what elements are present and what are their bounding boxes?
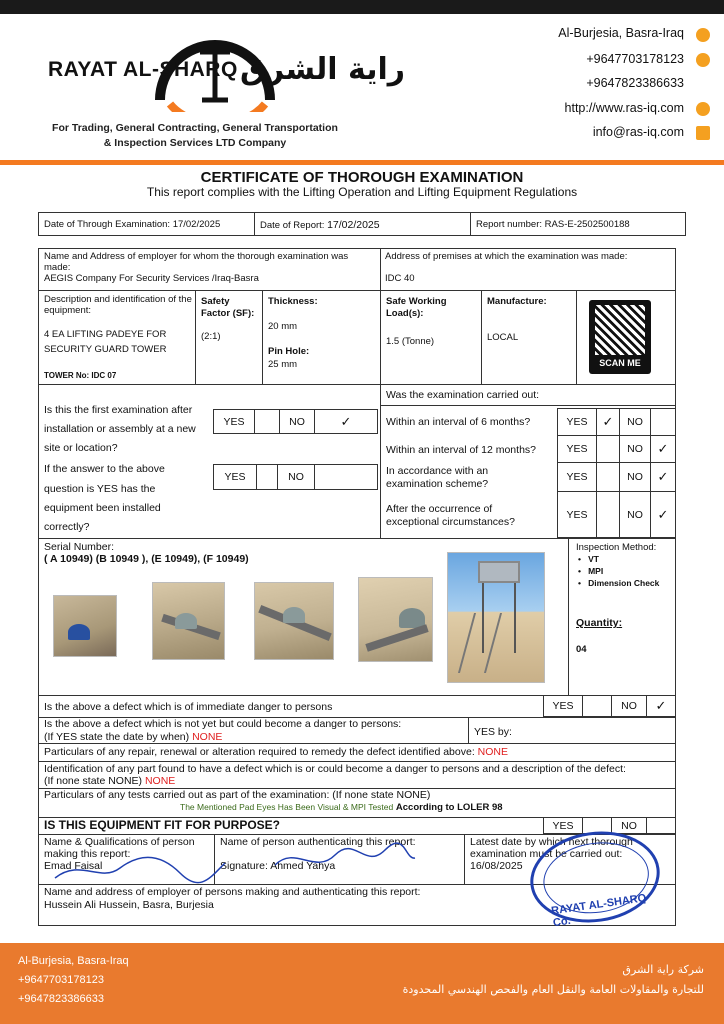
sf-label-1: Safety <box>201 296 230 307</box>
q2-line-2: question is YES has the <box>44 483 156 495</box>
future-danger-none: NONE <box>192 731 223 743</box>
except-no[interactable]: NO <box>619 491 651 538</box>
divider <box>470 212 471 236</box>
tower-number: TOWER No: IDC 07 <box>44 371 117 380</box>
tests-reference: According to LOLER 98 <box>395 802 503 813</box>
immediate-no[interactable]: NO <box>611 695 647 717</box>
qr-code[interactable] <box>589 300 651 374</box>
divider <box>380 405 676 406</box>
padeye-photo-1 <box>53 595 117 657</box>
tagline-line-2: & Inspection Services LTD Company <box>103 137 287 149</box>
part-defect-label-1: Identification of any part found to have a defect which is or could become a danger to persons and a description of the defect: <box>44 763 626 775</box>
int12-yes-box[interactable] <box>596 435 620 463</box>
making-value: Emad Faisal <box>44 860 103 872</box>
q1-line-3: site or location? <box>44 442 118 454</box>
equipment-value-1: 4 EA LIFTING PADEYE FOR <box>44 329 167 340</box>
latest-label-2: examination must be carried out: <box>470 848 623 860</box>
interval-6-label: Within an interval of 6 months? <box>386 416 531 428</box>
latest-label-1: Latest date by which next thorough <box>470 836 633 848</box>
quantity-label: Quantity: <box>576 617 623 629</box>
phone-icon <box>696 53 710 67</box>
q2-yes[interactable]: YES <box>213 464 257 490</box>
footer-arabic-1: شركة راية الشرق <box>622 963 704 976</box>
repair-none: NONE <box>477 746 509 758</box>
tests-value <box>180 802 503 813</box>
except-no-check[interactable]: ✓ <box>650 491 676 538</box>
header-phone-1: +9647703178123 <box>586 52 684 66</box>
globe-icon <box>696 102 710 116</box>
logo-text-ar: راية الشرق <box>240 52 406 87</box>
report-date-label: Date of Report: <box>260 220 325 231</box>
q1-no-check[interactable]: ✓ <box>314 409 378 434</box>
fit-no[interactable]: NO <box>611 817 647 834</box>
swl-label-1: Safe Working <box>386 296 447 307</box>
tests-value-text: The Mentioned Pad Eyes Has Been Visual & MPI Tested <box>180 802 394 812</box>
q2-line-4: correctly? <box>44 521 90 533</box>
divider <box>464 834 465 884</box>
inspection-label: Inspection Method: <box>576 542 657 553</box>
premises-label: Address of premises at which the examination was made: <box>385 251 628 262</box>
quantity-value: 04 <box>576 644 587 655</box>
sf-value: (2:1) <box>201 331 221 342</box>
sf-label-2: Factor (SF): <box>201 308 255 319</box>
footer-phone-1: +9647703178123 <box>18 974 104 986</box>
email-icon <box>696 126 710 140</box>
method-mpi: • MPI <box>578 566 604 576</box>
int12-yes[interactable]: YES <box>557 435 597 463</box>
q1-line-2: installation or assembly at a new <box>44 423 196 435</box>
q2-no[interactable]: NO <box>277 464 315 490</box>
fit-yes[interactable]: YES <box>543 817 583 834</box>
manufacture-label: Manufacture: <box>487 296 547 307</box>
interval-12-label: Within an interval of 12 months? <box>386 444 536 456</box>
divider <box>38 761 676 762</box>
q1-line-1: Is this the first examination after <box>44 404 193 416</box>
thickness-value: 20 mm <box>268 321 298 332</box>
carried-out-label: Was the examination carried out: <box>386 389 540 401</box>
swl-label-2: Load(s): <box>386 308 424 319</box>
certificate-subtitle: This report complies with the Lifting Operation and Lifting Equipment Regulations <box>146 185 578 199</box>
report-number-value: RAS-E-2502500188 <box>544 219 630 230</box>
scheme-no-check[interactable]: ✓ <box>650 462 676 492</box>
header-website[interactable]: http://www.ras-iq.com <box>564 101 684 115</box>
repair-label <box>44 746 508 759</box>
scheme-yes[interactable]: YES <box>557 462 597 492</box>
divider <box>481 290 482 384</box>
header-divider <box>0 160 724 165</box>
footer-phone-2: +9647823386633 <box>18 993 104 1005</box>
exam-date-label: Date of Through Examination: <box>44 219 171 230</box>
divider <box>195 290 196 384</box>
making-label-1: Name & Qualifications of person <box>44 836 195 848</box>
int6-yes-check[interactable]: ✓ <box>596 408 620 436</box>
fit-for-purpose-label: IS THIS EQUIPMENT FIT FOR PURPOSE? <box>44 818 281 832</box>
report-number-label: Report number: <box>476 219 543 230</box>
padeye-photo-2 <box>152 582 225 660</box>
signature-2 <box>270 840 420 880</box>
int6-no[interactable]: NO <box>619 408 651 436</box>
pinhole-label: Pin Hole: <box>268 346 310 357</box>
except-yes-box[interactable] <box>596 491 620 538</box>
scheme-label-2: examination scheme? <box>386 478 489 490</box>
immediate-danger-label: Is the above a defect which is of immediate danger to persons <box>44 701 333 713</box>
logo-text-en: RAYAT AL-SHARQ <box>48 58 238 81</box>
header-email[interactable]: info@ras-iq.com <box>592 125 684 139</box>
divider <box>262 290 263 384</box>
latest-value: 16/08/2025 <box>470 860 523 872</box>
equipment-value-2: SECURITY GUARD TOWER <box>44 344 167 355</box>
except-label-2: exceptional circumstances? <box>386 516 515 528</box>
method-vt: • VT <box>578 554 599 564</box>
auth-label: Name of person authenticating this report: <box>220 836 416 848</box>
future-danger-label-1: Is the above a defect which is not yet but could become a danger to persons: <box>44 718 402 730</box>
pinhole-value: 25 mm <box>268 359 298 370</box>
making-label-2: making this report: <box>44 848 131 860</box>
report-date-value: 17/02/2025 <box>327 219 380 231</box>
scheme-no[interactable]: NO <box>619 462 651 492</box>
part-defect-none: NONE <box>144 775 176 787</box>
scheme-yes-box[interactable] <box>596 462 620 492</box>
divider <box>38 290 676 291</box>
immediate-yes-box[interactable] <box>582 695 612 717</box>
q2-no-box[interactable] <box>314 464 378 490</box>
equipment-label: Description and identification of the equipment: <box>44 294 192 316</box>
q1-yes-box[interactable] <box>254 409 280 434</box>
scheme-label-1: In accordance with an <box>386 465 489 477</box>
int12-no[interactable]: NO <box>619 435 651 463</box>
employer-persons-label: Name and address of employer of persons making and authenticating this report: <box>44 886 421 898</box>
divider <box>576 290 577 384</box>
method-mpi-text: MPI <box>588 566 604 576</box>
serial-label: Serial Number: <box>44 541 115 553</box>
divider <box>468 717 469 743</box>
immediate-yes[interactable]: YES <box>543 695 583 717</box>
exam-date-value: 17/02/2025 <box>172 219 221 230</box>
divider <box>38 743 676 744</box>
tower-photo <box>447 552 545 683</box>
padeye-photo-3 <box>254 582 334 660</box>
premises-value: IDC 40 <box>385 273 415 284</box>
q1-no[interactable]: NO <box>279 409 315 434</box>
part-defect-text: (If none state NONE) <box>44 775 143 787</box>
except-label-1: After the occurrence of <box>386 503 493 515</box>
qr-label: SCAN ME <box>599 358 641 368</box>
qr-pattern <box>595 305 645 355</box>
method-dim-text: Dimension Check <box>588 578 660 588</box>
method-vt-text: VT <box>588 554 599 564</box>
int12-no-check[interactable]: ✓ <box>650 435 676 463</box>
thickness-label: Thickness: <box>268 296 318 307</box>
divider <box>254 212 255 236</box>
future-danger-text: (If YES state the date by when) <box>44 731 190 743</box>
employer-label: Name and Address of employer for whom the thorough examination was made: <box>44 251 349 273</box>
repair-text: Particulars of any repair, renewal or alteration required to remedy the defect identified above: <box>44 746 475 758</box>
int6-yes[interactable]: YES <box>557 408 597 436</box>
quantity-label-text: Quantity <box>576 617 619 629</box>
tests-label: Particulars of any tests carried out as part of the examination: (If none state NONE) <box>44 789 431 801</box>
divider <box>38 538 676 539</box>
except-yes[interactable]: YES <box>557 491 597 538</box>
employer-persons-value: Hussein Ali Hussein, Basra, Burjesia <box>44 899 214 911</box>
stamp-text: RAYAT AL-SHARQ Co. <box>550 892 648 930</box>
signature-value: Signature: Ahmed Yahya <box>220 860 336 872</box>
divider <box>568 538 569 695</box>
signature-1 <box>50 848 230 888</box>
header-address: Al-Burjesia, Basra-Iraq <box>558 26 684 40</box>
certificate-title: CERTIFICATE OF THOROUGH EXAMINATION <box>200 169 524 186</box>
divider <box>38 384 676 385</box>
q1-yes[interactable]: YES <box>213 409 255 434</box>
serial-value: ( A 10949) (B 10949 ), (E 10949), (F 10949) <box>44 553 249 565</box>
q2-line-1: If the answer to the above <box>44 463 165 475</box>
q2-yes-box[interactable] <box>256 464 278 490</box>
q2-line-3: equipment been installed <box>44 502 161 514</box>
method-dim: • Dimension Check <box>578 578 660 588</box>
top-bar <box>0 0 724 14</box>
swl-value: 1.5 (Tonne) <box>386 336 435 347</box>
header-phone-2: +9647823386633 <box>586 76 684 90</box>
footer-arabic-2: للتجارة والمقاولات العامة والنقل العام والفحص الهندسي المحدودة <box>402 983 704 996</box>
location-icon <box>696 28 710 42</box>
footer-address: Al-Burjesia, Basra-Iraq <box>18 955 129 967</box>
tagline-line-1: For Trading, General Contracting, General Transportation <box>52 122 338 134</box>
manufacture-value: LOCAL <box>487 332 519 343</box>
part-defect-label-2 <box>44 775 175 788</box>
int6-no-box[interactable] <box>650 408 676 436</box>
employer-value: AEGIS Company For Security Services /Iraq-Basra <box>44 273 259 284</box>
divider <box>380 248 381 538</box>
immediate-no-check[interactable]: ✓ <box>646 695 676 717</box>
yes-by-label: YES by: <box>474 726 512 738</box>
padeye-photo-4 <box>358 577 433 662</box>
fit-no-box[interactable] <box>646 817 676 834</box>
